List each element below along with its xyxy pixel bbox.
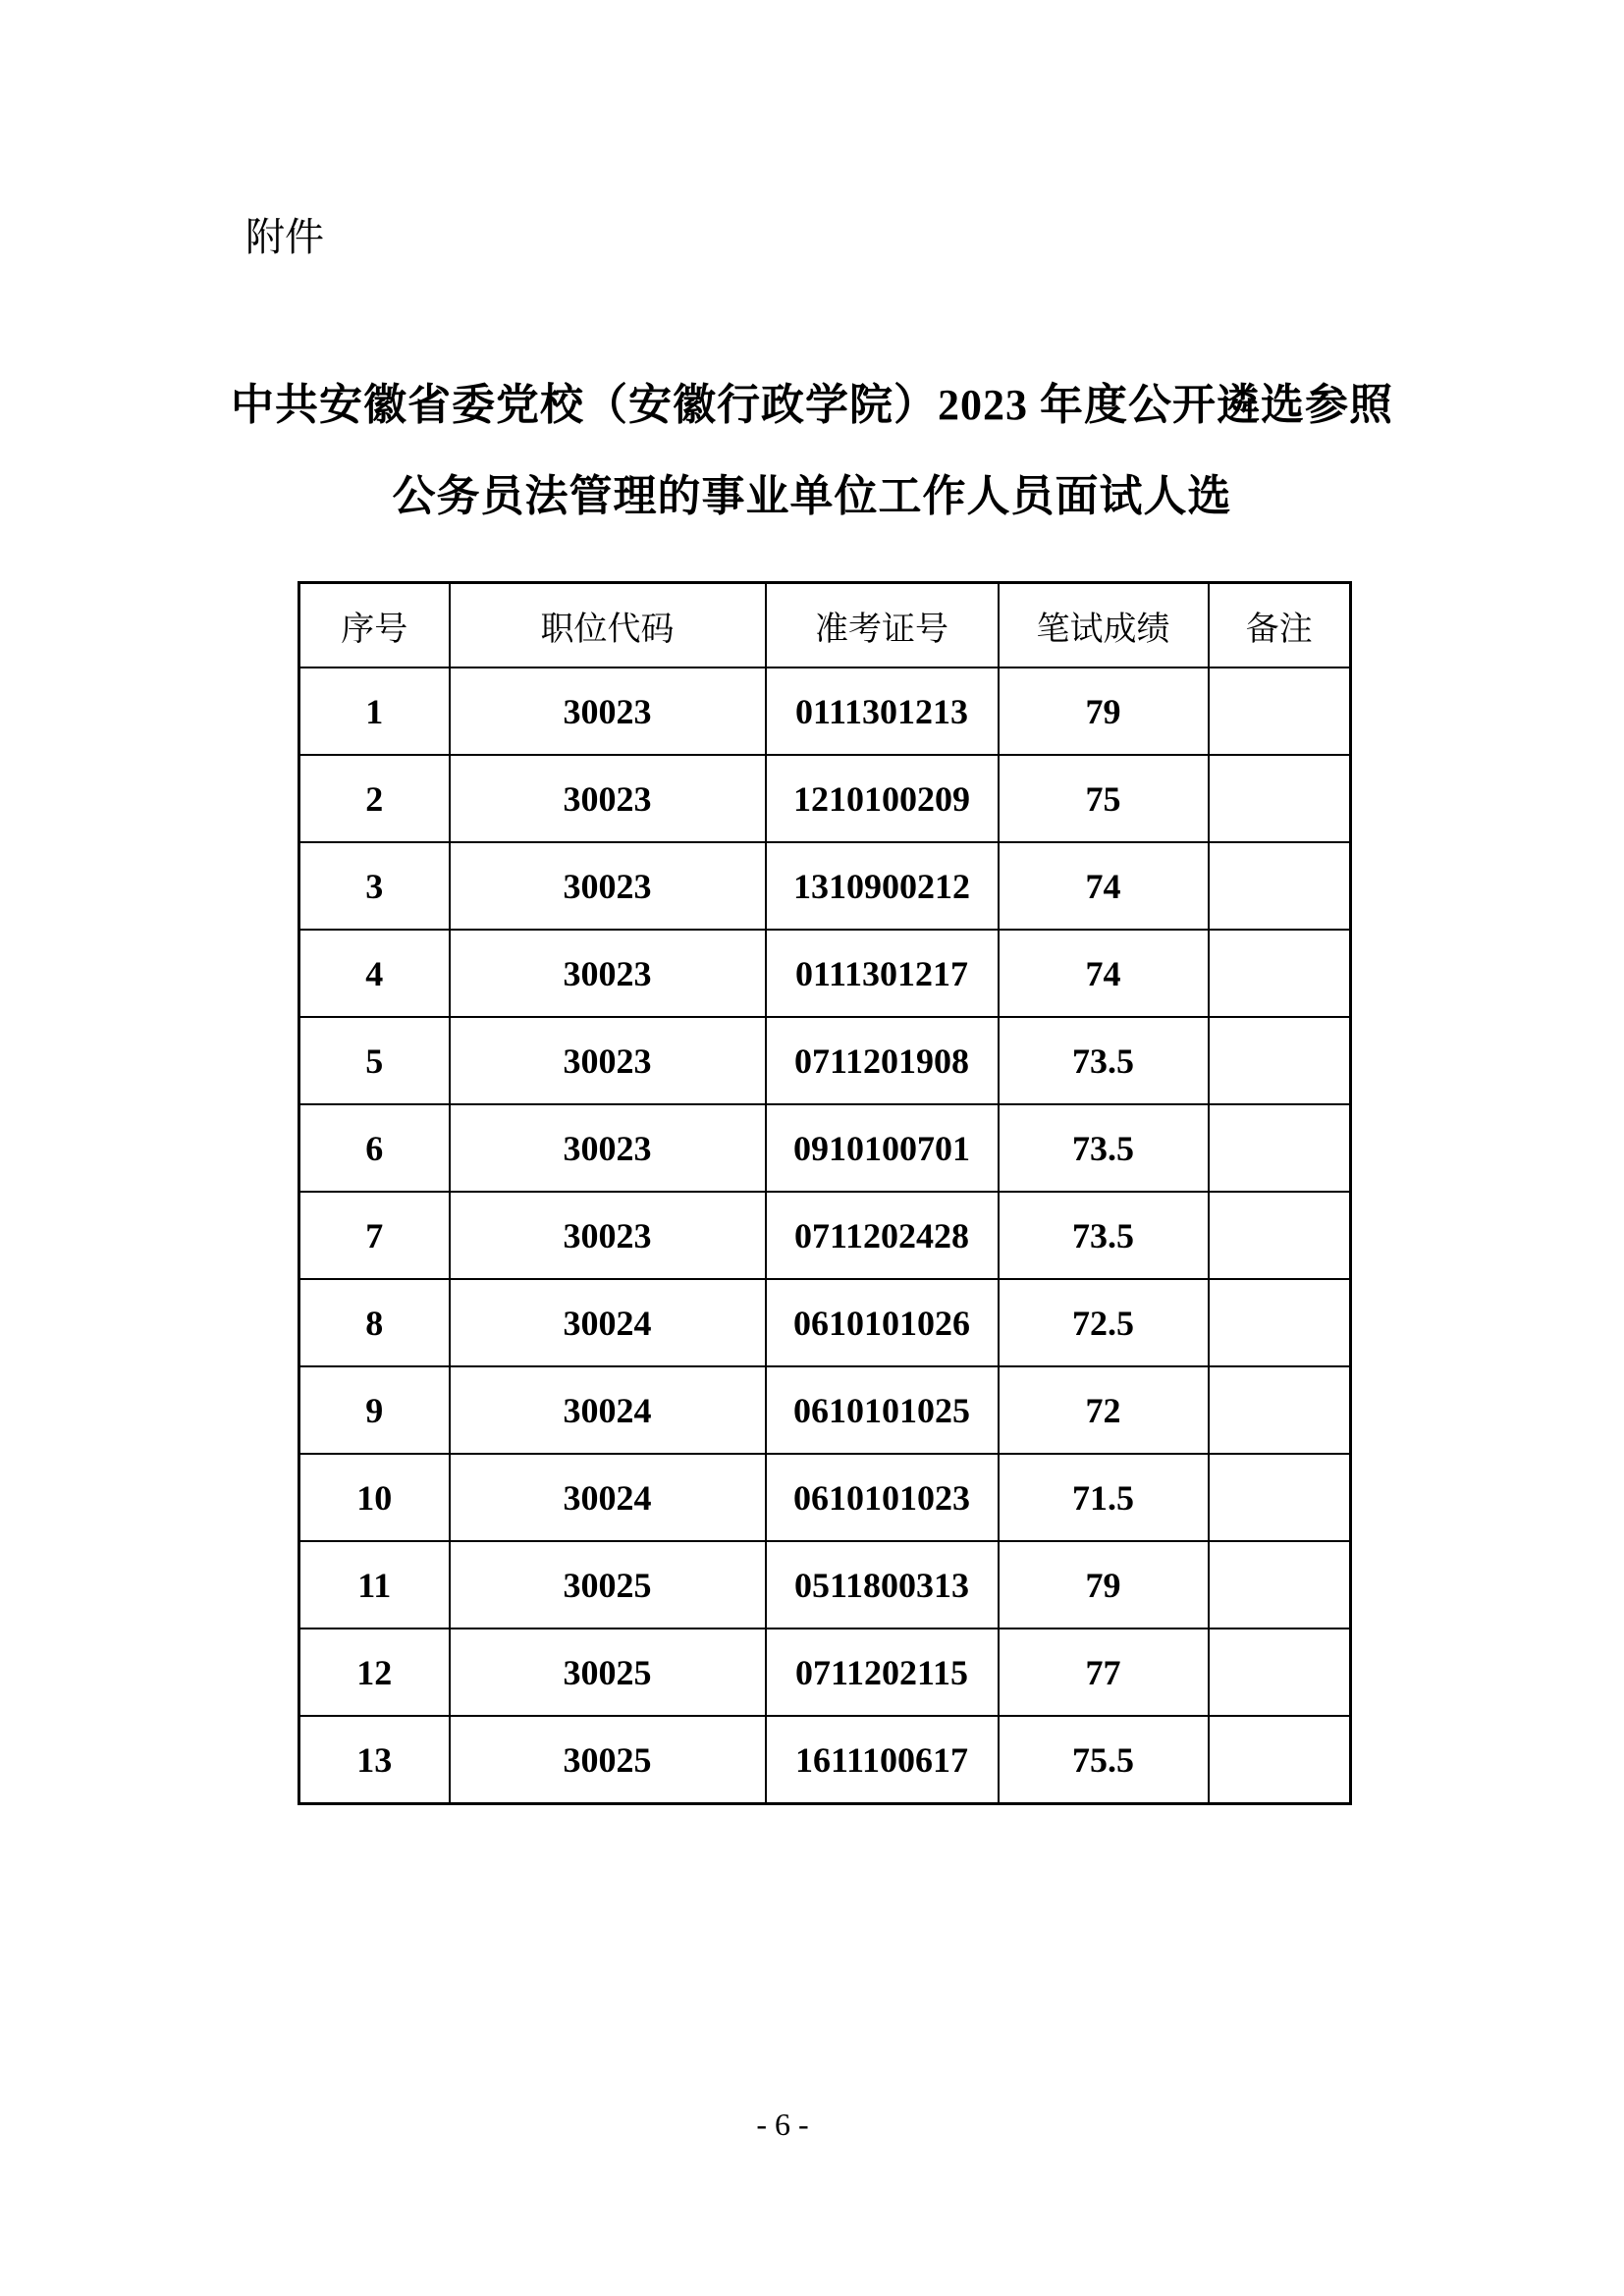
- table-cell: 30023: [450, 1192, 766, 1279]
- table-cell: [1209, 1454, 1351, 1541]
- table-row: [299, 1192, 1351, 1279]
- table-cell: 30025: [450, 1629, 766, 1716]
- column-header-remarks: 备注: [1209, 583, 1351, 668]
- table-row: [299, 755, 1351, 842]
- table-row: [299, 667, 1351, 755]
- table-row: [299, 1366, 1351, 1454]
- table-cell: 30025: [450, 1716, 766, 1804]
- table-cell: 30024: [450, 1454, 766, 1541]
- table-cell: [1209, 842, 1351, 930]
- table-cell: 11: [299, 1541, 450, 1629]
- table-row: [299, 1279, 1351, 1366]
- table-cell: 30023: [450, 755, 766, 842]
- column-header-position-code: 职位代码: [450, 583, 766, 668]
- table-cell: 0610101025: [766, 1366, 999, 1454]
- table-cell: 30023: [450, 667, 766, 755]
- document-title-line-2: 公务员法管理的事业单位工作人员面试人选: [392, 472, 1232, 520]
- table-cell: 30023: [450, 1017, 766, 1104]
- table-cell: 8: [299, 1279, 450, 1366]
- table-cell: 72.5: [999, 1279, 1209, 1366]
- table-cell: 30024: [450, 1279, 766, 1366]
- table-cell: 1210100209: [766, 755, 999, 842]
- table-cell: 79: [999, 667, 1209, 755]
- table-cell: [1209, 1629, 1351, 1716]
- table-row: [299, 842, 1351, 930]
- attachment-label: 附件: [245, 216, 324, 259]
- table-cell: 13: [299, 1716, 450, 1804]
- table-row: [299, 1454, 1351, 1541]
- table-row: [299, 1541, 1351, 1629]
- table-cell: 73.5: [999, 1192, 1209, 1279]
- table-cell: 30023: [450, 930, 766, 1017]
- table-cell: 10: [299, 1454, 450, 1541]
- table-cell: 0711201908: [766, 1017, 999, 1104]
- table-cell: 4: [299, 930, 450, 1017]
- table-cell: 0111301213: [766, 667, 999, 755]
- table-cell: 75: [999, 755, 1209, 842]
- table-cell: 30023: [450, 1104, 766, 1192]
- column-header-written-score: 笔试成绩: [999, 583, 1209, 668]
- table-cell: 7: [299, 1192, 450, 1279]
- table-cell: 6: [299, 1104, 450, 1192]
- table-cell: [1209, 930, 1351, 1017]
- table-cell: 74: [999, 930, 1209, 1017]
- table-header-row: [299, 583, 1351, 668]
- document-title-line-1: 中共安徽省委党校（安徽行政学院）2023 年度公开遴选参照: [231, 381, 1393, 429]
- table-cell: 72: [999, 1366, 1209, 1454]
- table-cell: 12: [299, 1629, 450, 1716]
- table-cell: 9: [299, 1366, 450, 1454]
- table-cell: 79: [999, 1541, 1209, 1629]
- table-cell: 73.5: [999, 1104, 1209, 1192]
- table-cell: 74: [999, 842, 1209, 930]
- column-header-ticket-number: 准考证号: [766, 583, 999, 668]
- table-cell: 71.5: [999, 1454, 1209, 1541]
- table-row: [299, 1716, 1351, 1804]
- table-cell: 30024: [450, 1366, 766, 1454]
- table-body: [299, 667, 1351, 1804]
- table-cell: [1209, 1716, 1351, 1804]
- table-cell: 0610101023: [766, 1454, 999, 1541]
- table-cell: 75.5: [999, 1716, 1209, 1804]
- table-cell: [1209, 1104, 1351, 1192]
- table-row: [299, 930, 1351, 1017]
- table-cell: 2: [299, 755, 450, 842]
- table-cell: [1209, 1279, 1351, 1366]
- table-cell: 1611100617: [766, 1716, 999, 1804]
- table-cell: [1209, 755, 1351, 842]
- table-cell: 1310900212: [766, 842, 999, 930]
- table-cell: 0711202115: [766, 1629, 999, 1716]
- table-row: [299, 1017, 1351, 1104]
- table-cell: 3: [299, 842, 450, 930]
- table-cell: [1209, 1192, 1351, 1279]
- table-cell: 30025: [450, 1541, 766, 1629]
- table-cell: [1209, 1541, 1351, 1629]
- table-cell: 0511800313: [766, 1541, 999, 1629]
- page-number: - 6 -: [756, 2107, 809, 2142]
- table-row: [299, 1629, 1351, 1716]
- results-table: [298, 581, 1352, 1805]
- document-title: [0, 359, 1624, 542]
- table-cell: 73.5: [999, 1017, 1209, 1104]
- table-cell: 1: [299, 667, 450, 755]
- table-cell: 77: [999, 1629, 1209, 1716]
- table-cell: 0711202428: [766, 1192, 999, 1279]
- table-cell: [1209, 1366, 1351, 1454]
- table-cell: [1209, 1017, 1351, 1104]
- table-row: [299, 1104, 1351, 1192]
- table-cell: 5: [299, 1017, 450, 1104]
- table-cell: 0910100701: [766, 1104, 999, 1192]
- table-cell: [1209, 667, 1351, 755]
- table-cell: 0111301217: [766, 930, 999, 1017]
- column-header-index: 序号: [299, 583, 450, 668]
- table-cell: 30023: [450, 842, 766, 930]
- table-cell: 0610101026: [766, 1279, 999, 1366]
